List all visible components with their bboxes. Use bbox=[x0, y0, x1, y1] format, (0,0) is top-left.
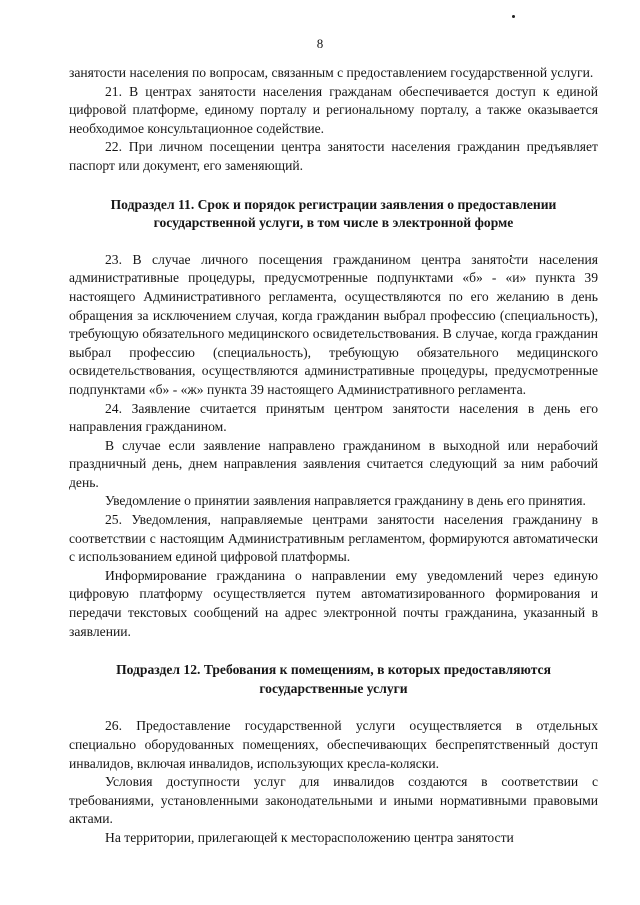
paragraph: 25. Уведомления, направляемые центрами занятости населения гражданину в соответствии с настоящим Административным регламентом, формируются автоматически с использованием единой цифровой платформы. bbox=[69, 512, 598, 565]
paragraph: 21. В центрах занятости населения гражданам обеспечивается доступ к единой цифровой платформе, единому порталу и региональному порталу, а также оказывается необходимое консультационное содействие. bbox=[69, 83, 598, 136]
paragraph: Условия доступности услуг для инвалидов создаются в соответствии с требованиями, установленными законодательными и иными нормативными правовыми актами. bbox=[69, 774, 598, 827]
paragraph: занятости населения по вопросам, связанным с предоставлением государственной услуги. bbox=[69, 65, 594, 80]
paragraph: 24. Заявление считается принятым центром занятости населения в день его направления гражданином. bbox=[69, 400, 598, 435]
document-body bbox=[69, 64, 598, 848]
paragraph: В случае если заявление направлено гражданином в выходной или нерабочий праздничный день, днем направления заявления считается следующий за ним рабочий день. bbox=[69, 437, 598, 490]
scan-dot bbox=[512, 15, 515, 18]
section-12-heading: Подраздел 12. Требования к помещениям, в которых предоставляются государственные услуги bbox=[116, 662, 551, 696]
paragraph: Информирование гражданина о направлении ему уведомлений через единую цифровую платформу осуществляется путем автоматизированного формирования и передачи текстовых сообщений на адрес электронной почты гражданина, указанный в заявлении. bbox=[69, 567, 598, 639]
paragraph: 23. В случае личного посещения гражданином центра занятости населения административные процедуры, предусмотренные подпунктами «б» - «и» пункта 39 настоящего Административного регламента, осуществляются по его желанию в день обращения за исключением случая, когда гражданин выбрал профессию (специальность), требующую обязательного медицинского освидетельствования. В случае, когда гражданин выбрал профессию (специальность), требующую обязательного медицинского освидетельствования, осуществляются административные процедуры, предусмотренные подпунктами «б» - «ж» пункта 39 настоящего Административного регламента. bbox=[69, 251, 598, 397]
paragraph: Уведомление о принятии заявления направляется гражданину в день его принятия. bbox=[105, 493, 586, 509]
page-number: 8 bbox=[316, 36, 324, 51]
paragraph: 22. При личном посещении центра занятости населения гражданин предъявляет паспорт или документ, его заменяющий. bbox=[69, 139, 598, 173]
section-11-heading: Подраздел 11. Срок и порядок регистрации заявления о предоставлении государственной услуги, в том числе в электронной форме bbox=[110, 196, 557, 231]
paragraph: На территории, прилегающей к месторасположению центра занятости bbox=[105, 829, 514, 845]
paragraph: 26. Предоставление государственной услуги осуществляется в отдельных специально оборудованных помещениях, обеспечивающих беспрепятственный доступ инвалидов, включая инвалидов, использующих кресла-коляски. bbox=[69, 718, 598, 771]
